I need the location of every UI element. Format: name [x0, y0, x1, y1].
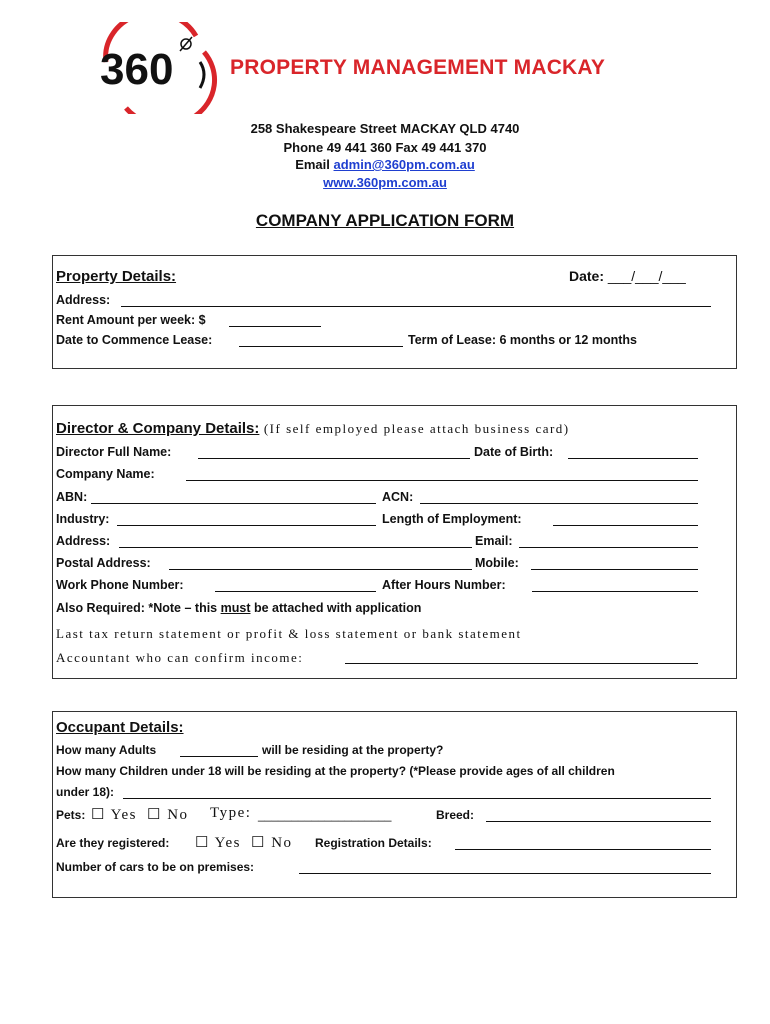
- date-field[interactable]: [569, 268, 686, 284]
- length-employment-label: Length of Employment:: [382, 512, 522, 526]
- registered-yes-checkbox[interactable]: ☐ Yes: [195, 835, 241, 851]
- postal-address-label: Postal Address:: [56, 556, 151, 570]
- business-card-note: (If self employed please attach business card): [263, 421, 570, 436]
- address-line: 258 Shakespeare Street MACKAY QLD 4740: [250, 121, 520, 136]
- cars-label: Number of cars to be on premises:: [56, 860, 255, 874]
- acn-input-line[interactable]: [420, 490, 698, 504]
- occupant-details-title: Occupant Details:: [56, 719, 184, 736]
- registered-label: Are they registered:: [56, 836, 170, 850]
- rent-label: Rent Amount per week: $: [56, 313, 206, 327]
- rent-input-line[interactable]: [229, 313, 321, 327]
- pets-label: Pets:: [56, 808, 86, 822]
- under18-label: under 18):: [56, 785, 115, 799]
- website-link[interactable]: www.360pm.com.au: [323, 175, 447, 190]
- industry-label: Industry:: [56, 512, 110, 526]
- email-link[interactable]: admin@360pm.com.au: [333, 157, 475, 172]
- website-line: [0, 175, 770, 190]
- children-ages-input-line[interactable]: [123, 785, 711, 799]
- company-logo: [96, 22, 218, 114]
- email-line: [0, 157, 770, 172]
- director-address-label: Address:: [56, 534, 111, 548]
- abn-label: ABN:: [56, 490, 88, 504]
- pets-yes-checkbox[interactable]: ☐ Yes: [91, 807, 137, 823]
- accountant-input-line[interactable]: [345, 650, 698, 664]
- abn-input-line[interactable]: [91, 490, 376, 504]
- property-details-section: [52, 255, 737, 369]
- registered-no-checkbox[interactable]: ☐ No: [251, 835, 293, 851]
- after-hours-input-line[interactable]: [532, 578, 698, 592]
- breed-label: Breed:: [436, 808, 475, 822]
- address-input-line[interactable]: [121, 293, 711, 307]
- date-blank: ___/___/___: [607, 268, 686, 284]
- mobile-label: Mobile:: [475, 556, 519, 570]
- cars-input-line[interactable]: [299, 860, 711, 874]
- tax-statement-text: Last tax return statement or profit & loss statement or bank statement: [56, 626, 522, 641]
- breed-input-line[interactable]: [486, 808, 711, 822]
- address-label: Address:: [56, 293, 111, 307]
- director-address-input-line[interactable]: [119, 534, 472, 548]
- industry-input-line[interactable]: [117, 512, 376, 526]
- registration-details-input-line[interactable]: [455, 836, 711, 850]
- director-details-section: [52, 405, 737, 679]
- phone-line: Phone 49 441 360 Fax 49 441 370: [283, 140, 487, 155]
- adults-input-line[interactable]: [180, 743, 258, 757]
- director-email-input-line[interactable]: [519, 534, 698, 548]
- length-employment-input-line[interactable]: [553, 512, 698, 526]
- director-email-label: Email:: [475, 534, 513, 548]
- dob-input-line[interactable]: [568, 445, 698, 459]
- brand-name: PROPERTY MANAGEMENT MACKAY: [230, 56, 606, 79]
- adults-suffix: will be residing at the property?: [262, 743, 444, 757]
- pets-no-checkbox[interactable]: ☐ No: [147, 807, 189, 823]
- director-name-label: Director Full Name:: [56, 445, 172, 459]
- logo-text: 360: [100, 45, 174, 94]
- mobile-input-line[interactable]: [531, 556, 698, 570]
- form-title: COMPANY APPLICATION FORM: [255, 211, 515, 230]
- acn-label: ACN:: [382, 490, 414, 504]
- occupant-details-section: [52, 711, 737, 898]
- after-hours-label: After Hours Number:: [382, 578, 506, 592]
- accountant-label: Accountant who can confirm income:: [56, 650, 304, 665]
- company-name-input-line[interactable]: [186, 467, 698, 481]
- pet-type-label: Type:: [210, 805, 252, 821]
- company-name-label: Company Name:: [56, 467, 155, 481]
- registration-details-label: Registration Details:: [315, 836, 432, 850]
- director-name-input-line[interactable]: [198, 445, 470, 459]
- postal-address-input-line[interactable]: [169, 556, 472, 570]
- also-required-note: Also Required: *Note – this must be attached with application: [56, 601, 422, 615]
- children-label: How many Children under 18 will be residing at the property? (*Please provide ages of all children: [56, 764, 615, 778]
- commence-input-line[interactable]: [239, 333, 403, 347]
- dob-label: Date of Birth:: [474, 445, 554, 459]
- property-details-title: Property Details:: [56, 268, 177, 285]
- work-phone-input-line[interactable]: [215, 578, 376, 592]
- adults-label: How many Adults: [56, 743, 157, 757]
- email-label: Email: [295, 157, 330, 172]
- pet-type-blank[interactable]: ____________________: [258, 808, 392, 822]
- work-phone-label: Work Phone Number:: [56, 578, 184, 592]
- commence-label: Date to Commence Lease:: [56, 333, 213, 347]
- date-label: Date:: [569, 268, 605, 284]
- director-details-title: Director & Company Details:: [56, 420, 260, 437]
- term-label: Term of Lease: 6 months or 12 months: [408, 333, 637, 347]
